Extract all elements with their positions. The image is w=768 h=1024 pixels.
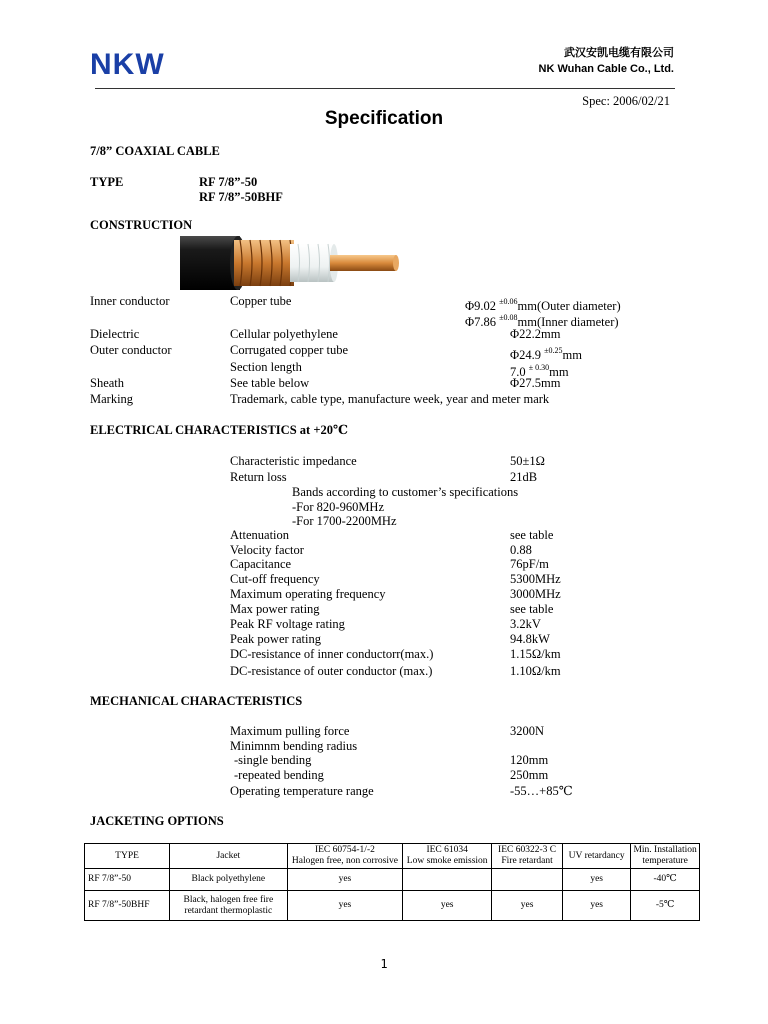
- electrical-row-value: 0.88: [510, 543, 532, 557]
- sheath-value: Φ27.5mm: [510, 376, 561, 390]
- cell-type: RF 7/8”-50BHF: [85, 891, 170, 921]
- impedance-value: 50±1Ω: [510, 454, 545, 468]
- type-label: TYPE: [90, 175, 124, 189]
- repeated-bending-label: -repeated bending: [234, 768, 324, 782]
- electrical-row-value: 1.15Ω/km: [510, 647, 561, 661]
- electrical-row-label: Maximum operating frequency: [230, 587, 386, 601]
- single-bending-value: 120mm: [510, 753, 549, 767]
- spec-date: Spec: 2006/02/21: [582, 94, 670, 108]
- electrical-row-label: Max power rating: [230, 602, 320, 616]
- company-name-block: [539, 45, 674, 77]
- single-bending-label: -single bending: [234, 753, 312, 767]
- company-name-cn: 武汉安凯电缆有限公司: [564, 47, 674, 59]
- outer-conductor-material: Corrugated copper tube: [230, 343, 349, 357]
- type-value-2: RF 7/8”-50BHF: [199, 190, 283, 204]
- cell-min-temp: -40℃: [631, 869, 700, 891]
- dielectric-value: Φ22.2mm: [510, 327, 561, 341]
- col-header-min-temp: Min. Installation temperature: [631, 844, 700, 869]
- pulling-force-value: 3200N: [510, 724, 545, 738]
- col-header-iec60754: IEC 60754-1/-2 Halogen free, non corrosive: [287, 844, 403, 869]
- return-loss-label: Return loss: [230, 470, 287, 484]
- jacketing-table: [84, 843, 700, 921]
- cell-jacket: Black polyethylene: [170, 869, 287, 891]
- band-1: -For 820-960MHz: [292, 500, 385, 514]
- table-row: [85, 891, 700, 921]
- temp-range-value: -55…+85℃: [510, 784, 573, 798]
- page-number: 1: [380, 957, 388, 971]
- inner-conductor-outer-dia: Φ9.02 $^{\pm 0.06}$mm(Outer diameter): [465, 297, 621, 313]
- electrical-row-label: DC-resistance of outer conductor (max.): [230, 664, 433, 678]
- dielectric-label: Dielectric: [90, 327, 140, 341]
- electrical-row-label: Peak RF voltage rating: [230, 617, 345, 631]
- sheath-label: Sheath: [90, 376, 125, 390]
- electrical-row-label: Attenuation: [230, 528, 290, 542]
- return-loss-value: 21dB: [510, 470, 538, 484]
- electrical-row-value: see table: [510, 602, 554, 616]
- cell-type: RF 7/8”-50: [85, 869, 170, 891]
- outer-conductor-value: Φ24.9 $^{\pm 0.25}$mm: [510, 346, 582, 362]
- electrical-row-value: 5300MHz: [510, 572, 561, 586]
- electrical-row-value: 94.8kW: [510, 632, 550, 646]
- mechanical-heading: MECHANICAL CHARACTERISTICS: [90, 694, 303, 708]
- inner-conductor-inner-dia: Φ7.86 $^{\pm 0.08}$mm(Inner diameter): [465, 313, 619, 329]
- band-2: -For 1700-2200MHz: [292, 514, 397, 528]
- electrical-row-label: DC-resistance of inner conductorr(max.): [230, 647, 434, 661]
- pulling-force-label: Maximum pulling force: [230, 724, 350, 738]
- cell-min-temp: -5℃: [631, 891, 700, 921]
- electrical-row-label: Peak power rating: [230, 632, 321, 646]
- outer-conductor-label: Outer conductor: [90, 343, 172, 357]
- sheath-material: See table below: [230, 376, 310, 390]
- electrical-row-label: Velocity factor: [230, 543, 304, 557]
- cable-cross-section-image: [178, 232, 403, 294]
- jacketing-heading: JACKETING OPTIONS: [90, 814, 224, 828]
- electrical-row-value: 3000MHz: [510, 587, 561, 601]
- inner-conductor-material: Copper tube: [230, 294, 292, 308]
- electrical-row-label: Capacitance: [230, 557, 292, 571]
- col-header-jacket: Jacket: [170, 844, 287, 869]
- col-header-iec60322: IEC 60322-3 C Fire retardant: [492, 844, 563, 869]
- cell-jacket: Black, halogen free fire retardant thermoplastic: [170, 891, 287, 921]
- electrical-row-label: Cut-off frequency: [230, 572, 320, 586]
- col-header-iec61034: IEC 61034 Low smoke emission: [403, 844, 492, 869]
- cell-iec60754: yes: [287, 869, 403, 891]
- section-length-label: Section length: [230, 360, 302, 374]
- dielectric-material: Cellular polyethylene: [230, 327, 338, 341]
- company-logo: NKW: [90, 48, 165, 81]
- electrical-heading: ELECTRICAL CHARACTERISTICS at +20℃: [90, 423, 348, 437]
- bands-note: Bands according to customer’s specifications: [292, 485, 519, 499]
- repeated-bending-value: 250mm: [510, 768, 549, 782]
- page-title: Specification: [324, 108, 444, 129]
- electrical-row-value: 1.10Ω/km: [510, 664, 561, 678]
- col-header-type: TYPE: [85, 844, 170, 869]
- header-divider: [95, 88, 675, 89]
- inner-conductor-label: Inner conductor: [90, 294, 170, 308]
- table-row: [85, 869, 700, 891]
- type-value-1: RF 7/8”-50: [199, 175, 258, 189]
- col-header-uv: UV retardancy: [563, 844, 631, 869]
- cell-iec61034: [403, 869, 492, 891]
- electrical-row-value: 76pF/m: [510, 557, 549, 571]
- marking-label: Marking: [90, 392, 134, 406]
- table-header-row: [85, 844, 700, 869]
- cell-iec60322: yes: [492, 891, 563, 921]
- company-name-en: NK Wuhan Cable Co., Ltd.: [538, 63, 674, 75]
- temp-range-label: Operating temperature range: [230, 784, 374, 798]
- impedance-label: Characteristic impedance: [230, 454, 357, 468]
- marking-value: Trademark, cable type, manufacture week, year and meter mark: [230, 392, 550, 406]
- electrical-row-value: 3.2kV: [510, 617, 541, 631]
- section-length-value: 7.0 $^{\pm 0.30}$mm: [510, 363, 569, 379]
- bending-radius-label: Minimnm bending radius: [230, 739, 358, 753]
- construction-heading: CONSTRUCTION: [90, 218, 193, 232]
- cell-uv: yes: [563, 891, 631, 921]
- cell-iec60754: yes: [287, 891, 403, 921]
- cell-iec60322: [492, 869, 563, 891]
- cell-iec61034: yes: [403, 891, 492, 921]
- cable-name: 7/8” COAXIAL CABLE: [90, 144, 220, 158]
- electrical-row-value: see table: [510, 528, 554, 542]
- cell-uv: yes: [563, 869, 631, 891]
